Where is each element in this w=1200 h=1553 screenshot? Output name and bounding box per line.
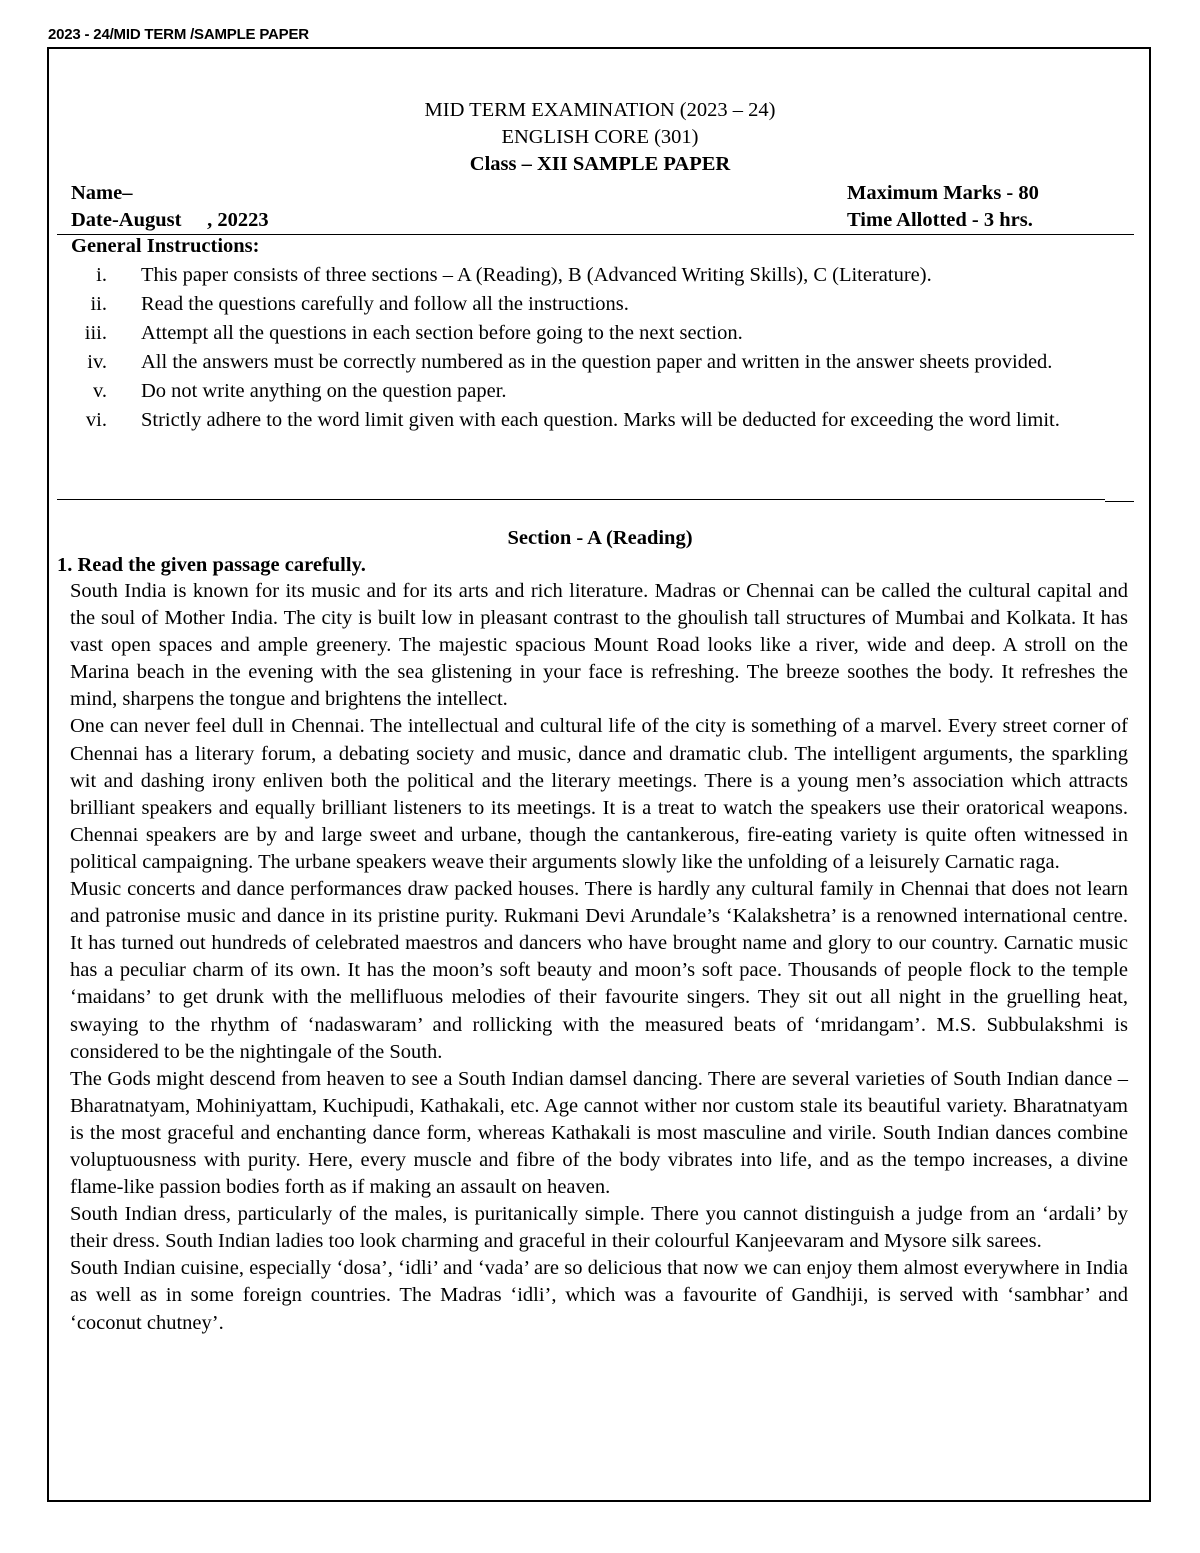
date-label: Date-August , 20223 bbox=[71, 209, 269, 231]
reading-passage bbox=[70, 578, 1128, 1337]
instruction-text: All the answers must be correctly numbered as in the question paper and written in the answer sheets provided. bbox=[141, 351, 1053, 373]
instruction-text: This paper consists of three sections – A (Reading), B (Advanced Writing Skills), C (Literature). bbox=[141, 264, 932, 286]
instructions-divider bbox=[57, 499, 1105, 500]
instruction-item bbox=[71, 261, 1111, 290]
instructions-heading: General Instructions: bbox=[71, 235, 260, 257]
meta-row-date bbox=[71, 207, 1136, 234]
passage-paragraph: One can never feel dull in Chennai. The intellectual and cultural life of the city is something of a marvel. Every street corner of Chennai has a literary forum, a debating society and music, dance and dramatic club. The intelligent arguments, the sparkling wit and dashing irony enliven both the political and the literary meetings. There is a young men’s association which attracts brilliant speakers and equally brilliant listeners to its meetings. It is a treat to watch the speakers use their oratorical weapons. Chennai speakers are by and large sweet and urbane, though the cantankerous, fire-eating variety is quite often witnessed in political campaigning. The urbane speakers weave their arguments slowly like the unfolding of a leisurely Carnatic raga. bbox=[70, 715, 1128, 873]
instruction-number: iii. bbox=[84, 322, 107, 344]
instructions-divider-tail bbox=[1105, 501, 1134, 502]
instruction-text: Attempt all the questions in each section before going to the next section. bbox=[141, 322, 743, 344]
class-title: Class – XII SAMPLE PAPER bbox=[469, 153, 731, 175]
name-label: Name– bbox=[71, 182, 133, 204]
instruction-number: v. bbox=[92, 380, 107, 402]
subject-title: ENGLISH CORE (301) bbox=[501, 126, 699, 148]
passage-paragraph: South India is known for its music and for its arts and rich literature. Madras or Chennai can be called the cultural capital and the soul of Mother India. The city is built low in pleasant contrast to the ghoulish tall structures of Mumbai and Kolkata. It has vast open spaces and ample greenery. The majestic spacious Mount Road looks like a river, wide and deep. A stroll on the Marina beach in the evening with the sea glistening in your face is refreshing. The breeze soothes the body. It refreshes the mind, sharpens the tongue and brightens the intellect. bbox=[70, 580, 1128, 711]
passage-paragraph: South Indian cuisine, especially ‘dosa’, ‘idli’ and ‘vada’ are so delicious that now we can enjoy them almost everywhere in India as well as in some foreign countries. The Madras ‘idli’, which was a favourite of Gandhiji, is served with ‘sambhar’ and ‘coconut chutney’. bbox=[70, 1257, 1128, 1334]
time-allotted: Time Allotted - 3 hrs. bbox=[847, 209, 1033, 231]
instruction-item bbox=[71, 319, 1111, 348]
instruction-number: ii. bbox=[90, 293, 107, 315]
exam-title: MID TERM EXAMINATION (2023 – 24) bbox=[424, 99, 776, 121]
instruction-number: i. bbox=[96, 264, 107, 286]
instruction-text: Do not write anything on the question paper. bbox=[141, 380, 507, 402]
exam-title-block bbox=[0, 97, 1200, 178]
instruction-number: iv. bbox=[87, 351, 107, 373]
instruction-item bbox=[71, 377, 1111, 406]
instruction-text: Strictly adhere to the word limit given with each question. Marks will be deducted for exceeding the word limit. bbox=[141, 409, 1060, 431]
question-heading: 1. Read the given passage carefully. bbox=[57, 554, 366, 576]
maximum-marks: Maximum Marks - 80 bbox=[847, 182, 1039, 204]
passage-paragraph: The Gods might descend from heaven to see a South Indian damsel dancing. There are several varieties of South Indian dance – Bharatnatyam, Mohiniyattam, Kuchipudi, Kathakali, etc. Age cannot wither nor custom stale its beautiful variety. Bharatnatyam is the most graceful and enchanting dance form, whereas Kathakali is most masculine and virile. South Indian dances combine voluptuousness with purity. Here, every muscle and fibre of the body vibrates into life, and as the tempo increases, a divine flame-like passion bodies forth as if making an assault on heaven. bbox=[70, 1067, 1128, 1199]
instruction-number: vi. bbox=[85, 409, 107, 431]
instruction-text: Read the questions carefully and follow all the instructions. bbox=[141, 293, 629, 315]
instruction-item bbox=[71, 290, 1111, 319]
instructions-list bbox=[71, 261, 1111, 435]
meta-row-name bbox=[71, 180, 1136, 207]
instruction-item bbox=[71, 348, 1111, 377]
running-header: 2023 - 24/MID TERM /SAMPLE PAPER bbox=[48, 26, 309, 43]
section-title: Section - A (Reading) bbox=[507, 527, 693, 549]
passage-paragraph: South Indian dress, particularly of the males, is puritanically simple. There you cannot distinguish a judge from an ‘ardali’ by their dress. South Indian ladies too look charming and graceful in their colourful Kanjeevaram and Mysore silk sarees. bbox=[70, 1203, 1128, 1253]
passage-paragraph: Music concerts and dance performances draw packed houses. There is hardly any cultural family in Chennai that does not learn and patronise music and dance in its pristine purity. Rukmani Devi Arundale’s ‘Kalakshetra’ is a renowned international centre. It has turned out hundreds of celebrated maestros and dancers who have brought name and glory to our country. Carnatic music has a peculiar charm of its own. It has the moon’s soft beauty and moon’s soft pace. Thousands of people flock to the temple ‘maidans’ to get drunk with the mellifluous melodies of their favourite singers. They sit out all night in the gruelling heat, swaying to the rhythm of ‘nadaswaram’ and rollicking with the measured beats of ‘mridangam’. M.S. Subbulakshmi is considered to be the nightingale of the South. bbox=[70, 878, 1128, 1063]
instruction-item bbox=[71, 406, 1111, 435]
